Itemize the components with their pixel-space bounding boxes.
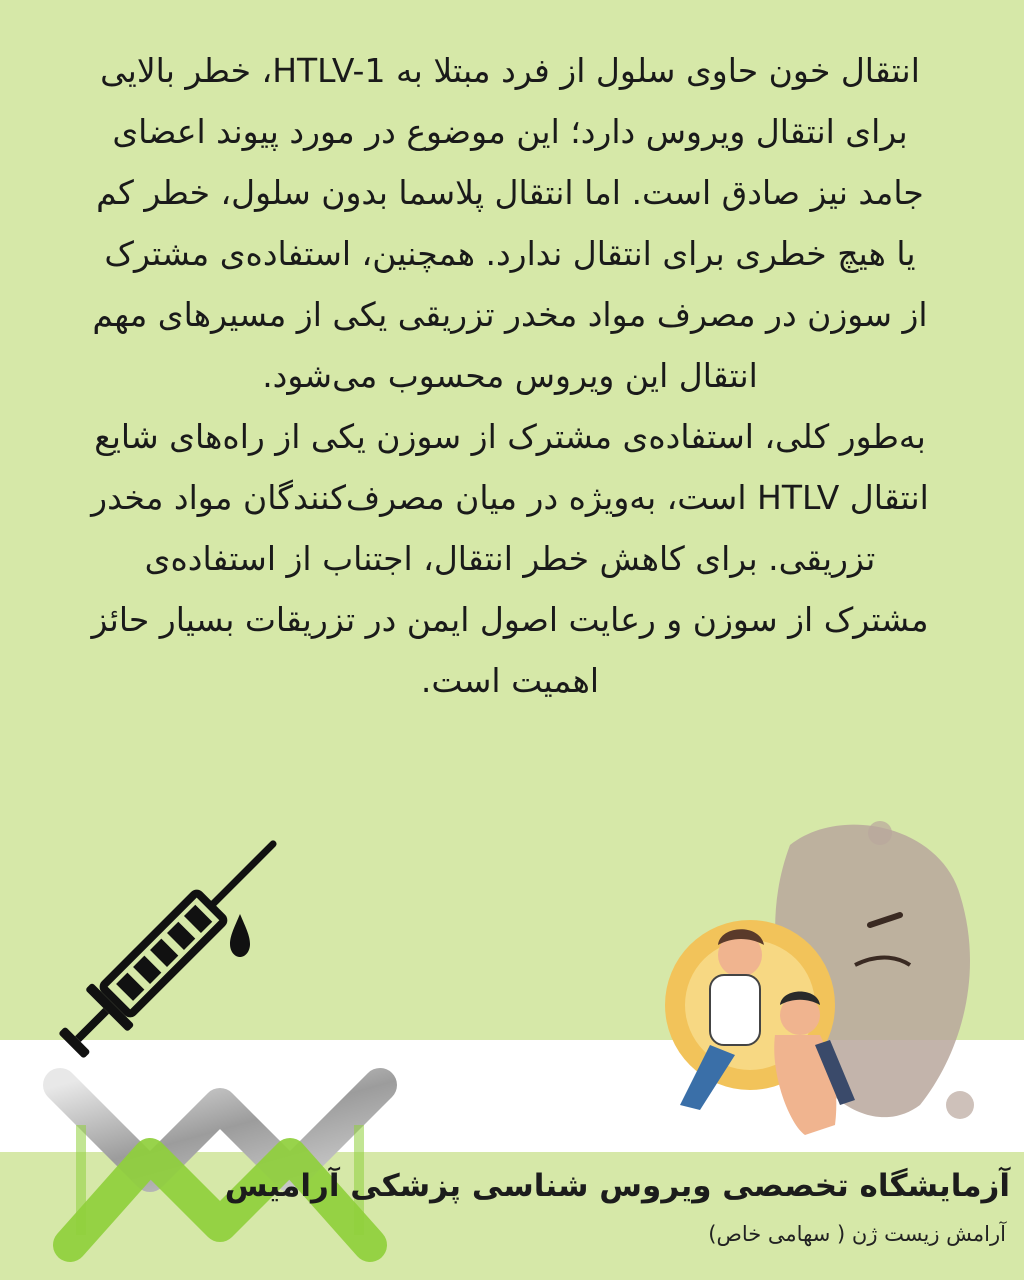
comforting-children-illustration (640, 805, 1000, 1150)
article-paragraph-2: به‌طور کلی، استفاده‌ی مشترک از سوزن یکی از راه‌های شایع انتقال HTLV است، به‌ویژه در میان مصرف‌کنندگان مواد مخدر تزریقی. برای کاهش خطر انتقال، اجتناب از استفاده‌ی مشترک از سوزن و رعایت اصول ایمن در تزریقات بسیار حائز اهمیت است. (91, 417, 929, 700)
aramis-logo (40, 1045, 400, 1265)
brand-name: آزمایشگاه تخصصی ویروس شناسی پزشکی آرامیس (224, 1168, 1010, 1204)
syringe-icon (52, 840, 282, 1060)
article-body (90, 40, 930, 711)
brand-subtitle: آرامش زیست ژن ( سهامی خاص) (708, 1222, 1006, 1246)
article-paragraph-1: انتقال خون حاوی سلول از فرد مبتلا به HTLV-1، خطر بالایی برای انتقال ویروس دارد؛ این موضوع در مورد پیوند اعضای جامد نیز صادق است. اما انتقال پلاسما بدون سلول، خطر کم یا هیچ خطری برای انتقال ندارد. همچنین، استفاده‌ی مشترک از سوزن در مصرف مواد مخدر تزریقی یکی از مسیرهای مهم انتقال این ویروس محسوب می‌شود. (92, 51, 928, 395)
drop-icon (230, 914, 250, 957)
